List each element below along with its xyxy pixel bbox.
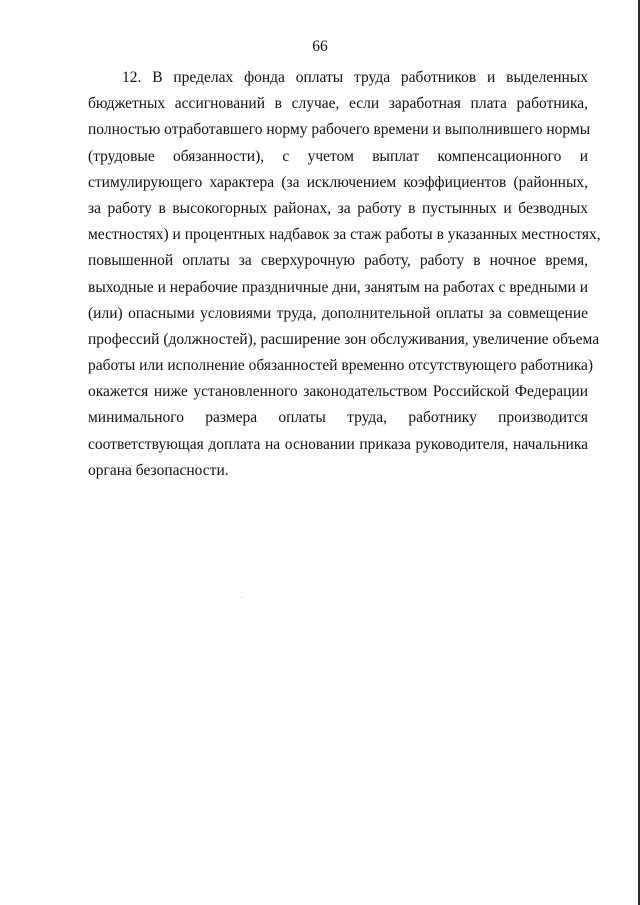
paragraph-line: (трудовые обязанности), с учетом выплат компенсационного и xyxy=(88,147,588,165)
paragraph-line: профессий (должностей), расширение зон обслуживания, увеличение объема xyxy=(88,330,600,348)
paragraph-line: минимального размера оплаты труда, работнику производится xyxy=(88,409,588,427)
scan-speck xyxy=(241,597,242,598)
paragraph-12 xyxy=(88,65,601,484)
paragraph-line: соответствующая доплата на основании приказа руководителя, начальника xyxy=(88,435,588,453)
paragraph-line: работы или исполнение обязанностей временно отсутствующего работника) xyxy=(88,357,594,375)
paragraph-line: 12. В пределах фонда оплаты труда работников и выделенных xyxy=(122,69,588,86)
page-number: 66 xyxy=(312,38,328,55)
paragraph-line: за работу в высокогорных районах, за работу в пустынных и безводных xyxy=(88,199,588,217)
paragraph-line: органа безопасности. xyxy=(88,461,229,479)
paragraph-line: (или) опасными условиями труда, дополнительной оплаты за совмещение xyxy=(88,304,588,322)
paragraph-line: повышенной оплаты за сверхурочную работу, работу в ночное время, xyxy=(88,252,588,270)
paragraph-line: окажется ниже установленного законодательством Российской Федерации xyxy=(88,383,588,401)
paragraph-line: бюджетных ассигнований в случае, если заработная плата работника, xyxy=(88,95,588,113)
paragraph-line: местностях) и процентных надбавок за стаж работы в указанных местностях, xyxy=(88,226,601,244)
paragraph-line: выходные и нерабочие праздничные дни, занятым на работах с вредными и xyxy=(88,278,588,296)
paragraph-line: полностью отработавшего норму рабочего времени и выполнившего нормы xyxy=(88,121,591,139)
paragraph-line: стимулирующего характера (за исключением коэффициентов (районных, xyxy=(88,173,588,191)
